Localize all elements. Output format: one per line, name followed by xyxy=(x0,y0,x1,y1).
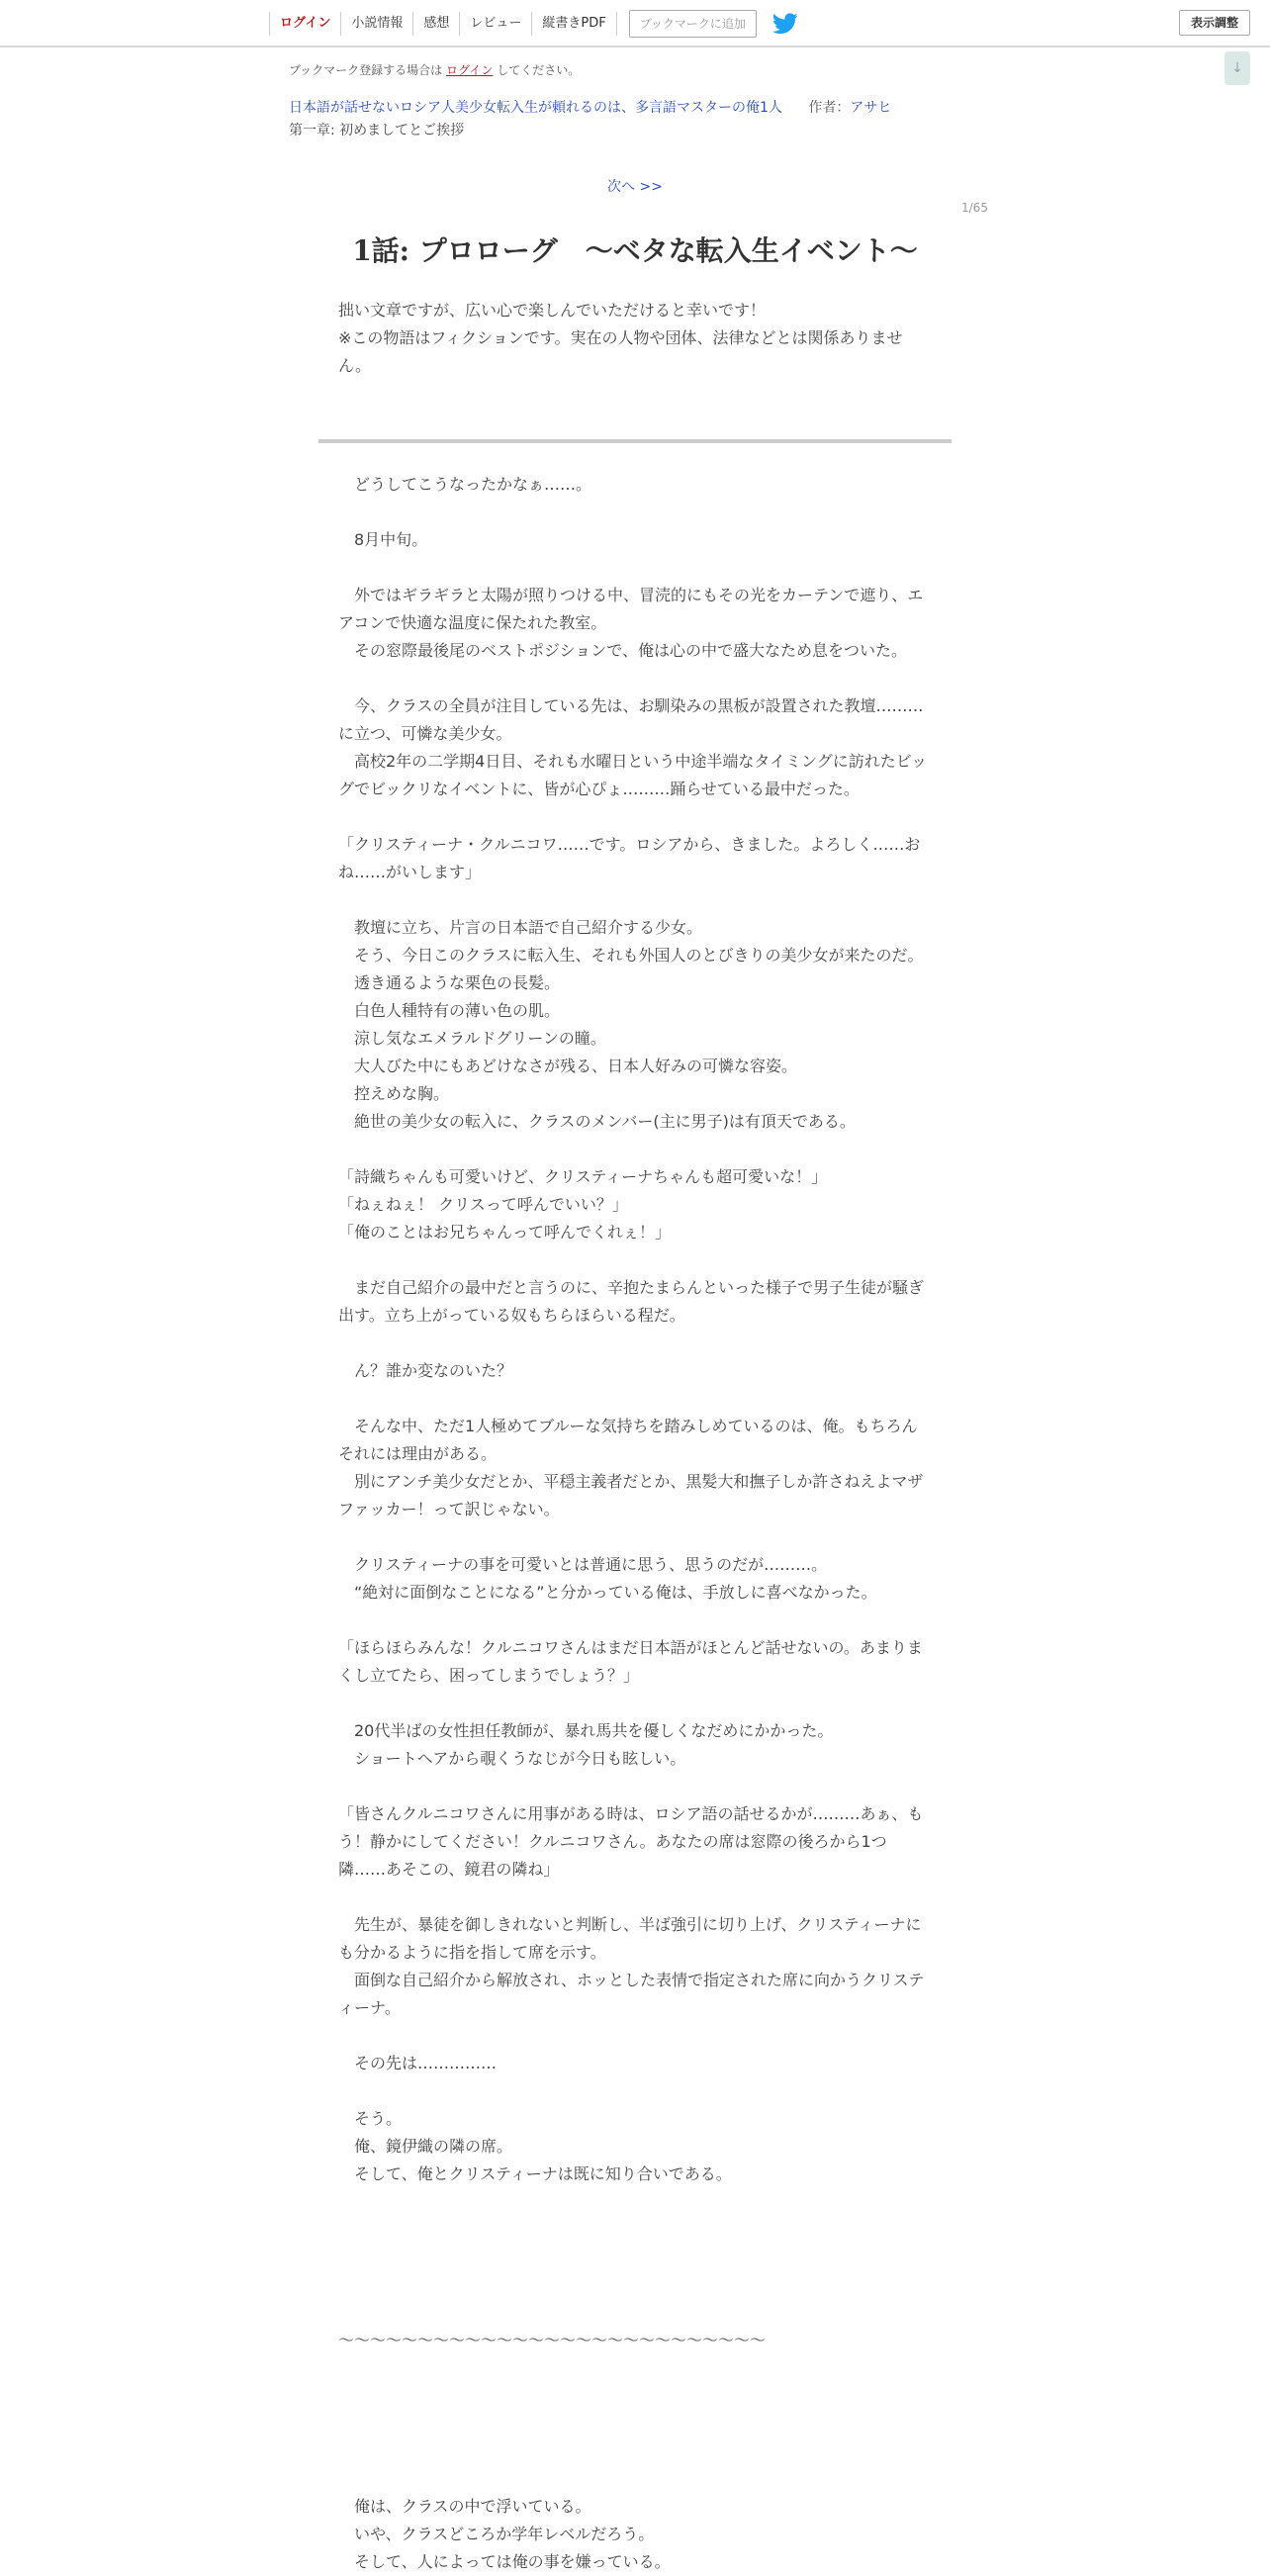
body-paragraph xyxy=(338,2244,932,2271)
body-paragraph xyxy=(338,2022,932,2050)
body-paragraph: 8月中旬。 xyxy=(338,530,428,549)
body-paragraph: 別にアンチ美少女だとか、平穏主義者だとか、黒髪大和撫子しか許さねえよマザファッカー！って訳じゃない。 xyxy=(338,1472,924,1518)
body-paragraph: そして、人によっては俺の事を嫌っている。 xyxy=(338,2552,671,2571)
body-paragraph xyxy=(338,1523,932,1551)
body-paragraph: 先生が、暴徒を御しきれないと判断し、半ば強引に切り上げ、クリスティーナにも分かるように指を指して席を示す。 xyxy=(338,1915,922,1962)
preface-divider xyxy=(318,439,952,443)
body-paragraph: そう、今日このクラスに転入生、それも外国人のとびきりの美少女が来たのだ。 xyxy=(338,946,924,965)
scroll-down-button[interactable]: ↓ xyxy=(1225,51,1250,85)
body-paragraph: ん？誰か変なのいた？ xyxy=(338,1361,513,1380)
next-page-link[interactable]: 次へ >> xyxy=(607,179,663,195)
body-paragraph: 高校2年の二学期4日目、それも水曜日という中途半端なタイミングに訪れたビッグでビックリなイベントに、皆が心ぴょ………踊らせている最中だった。 xyxy=(338,752,928,798)
episode-title: 1話: プロローグ 〜ベタな転入生イベント〜 xyxy=(352,234,918,267)
body-paragraph xyxy=(338,2216,932,2244)
page-number: 1/65 xyxy=(961,201,988,215)
body-paragraph: 透き通るような栗色の長髪。 xyxy=(338,973,561,992)
body-paragraph: 白色人種特有の薄い色の肌。 xyxy=(338,1001,561,1020)
body-paragraph: 今、クラスの全員が注目している先は、お馴染みの黒板が設置された教壇………に立つ、可憐な美少女。 xyxy=(338,696,924,743)
nav-impressions[interactable]: 感想 xyxy=(412,12,459,36)
body-paragraph xyxy=(338,2410,932,2438)
body-paragraph xyxy=(338,2188,932,2216)
body-paragraph: 涼し気なエメラルドグリーンの瞳。 xyxy=(338,1029,606,1048)
nav-vertical-pdf[interactable]: 縦書きPDF xyxy=(531,12,616,36)
body-paragraph: どうしてこうなったかなぁ……。 xyxy=(338,475,592,494)
notice-text-before: ブックマーク登録する場合は xyxy=(289,63,443,77)
body-paragraph: まだ自己紹介の最中だと言うのに、辛抱たまらんといった様子で男子生徒が騒ぎ出す。立ち上がっている奴もちらほらいる程だ。 xyxy=(338,1278,925,1325)
body-paragraph: 大人びた中にもあどけなさが残る、日本人好みの可憐な容姿。 xyxy=(338,1057,798,1075)
body-paragraph xyxy=(338,1884,932,1911)
body-paragraph xyxy=(338,2299,932,2327)
notice-login-link[interactable]: ログイン xyxy=(446,63,494,77)
episode-body xyxy=(338,471,932,2576)
body-paragraph xyxy=(338,2465,932,2493)
main-nav xyxy=(269,8,798,40)
body-paragraph: 「クリスティーナ・クルニコワ……です。ロシアから、きました。よろしく……おね……がいします」 xyxy=(338,835,921,881)
body-paragraph xyxy=(338,2271,932,2299)
body-paragraph: その先は…………… xyxy=(338,2054,498,2072)
top-navigation-bar xyxy=(0,0,1270,47)
body-paragraph: 教壇に立ち、片言の日本語で自己紹介する少女。 xyxy=(338,918,703,937)
body-paragraph xyxy=(338,1690,932,1717)
author-label: 作者： xyxy=(808,100,851,116)
bookmark-login-notice xyxy=(289,61,580,78)
body-paragraph xyxy=(338,886,932,914)
body-paragraph: 俺は、クラスの中で浮いている。 xyxy=(338,2497,591,2516)
nav-novel-info[interactable]: 小説情報 xyxy=(340,12,412,36)
novel-title-link[interactable]: 日本語が話せないロシア人美少女転入生が頼れるのは、多言語マスターの俺1人 xyxy=(289,100,782,116)
preface-paragraph: 拙い文章ですが、広い心で楽しんでいただけると幸いです！ xyxy=(338,301,767,320)
body-paragraph xyxy=(338,1136,932,1163)
novel-header xyxy=(289,97,891,117)
body-paragraph: そう。 xyxy=(338,2109,403,2128)
author-link[interactable]: アサヒ xyxy=(850,100,892,116)
twitter-bird-icon[interactable] xyxy=(772,13,798,35)
body-paragraph: 俺、鏡伊織の隣の席。 xyxy=(338,2137,513,2156)
body-paragraph xyxy=(338,1385,932,1413)
display-settings-button[interactable]: 表示調整 xyxy=(1179,10,1250,36)
body-paragraph: クリスティーナの事を可愛いとは普通に思う、思うのだが………。 xyxy=(338,1555,828,1574)
body-paragraph: 「ほらほらみんな！クルニコワさんはまだ日本語がほとんど話せないの。あまりまくし立てたら、困ってしまうでしょう？」 xyxy=(338,1638,923,1685)
body-paragraph xyxy=(338,1607,932,1634)
preface-paragraph: ※この物語はフィクションです。実在の人物や団体、法律などとは関係ありません。 xyxy=(338,328,903,375)
add-bookmark-button[interactable]: ブックマークに追加 xyxy=(629,10,757,38)
nav-login[interactable]: ログイン xyxy=(269,12,340,36)
body-paragraph: 「俺のことはお兄ちゃんって呼んでくれぇ！」 xyxy=(338,1223,672,1242)
chapter-title: 第一章: 初めましてとご挨拶 xyxy=(289,123,465,138)
body-paragraph xyxy=(338,1773,932,1800)
body-paragraph xyxy=(338,803,932,831)
body-paragraph: 絶世の美少女の転入に、クラスのメンバー(主に男子)は有頂天である。 xyxy=(338,1112,856,1131)
body-paragraph: 控えめな胸。 xyxy=(338,1084,450,1103)
body-paragraph xyxy=(338,2438,932,2465)
body-paragraph: 「皆さんクルニコワさんに用事がある時は、ロシア語の話せるかが………あぁ、もう！静かにしてください！クルニコワさん。あなたの席は窓際の後ろから1つ隣……あそこの、鏡君の隣ね」 xyxy=(338,1804,924,1879)
body-paragraph: そんな中、ただ1人極めてブルーな気持ちを踏みしめているのは、俺。もちろんそれには理由がある。 xyxy=(338,1417,918,1463)
body-paragraph xyxy=(338,2077,932,2105)
body-paragraph: いや、クラスどころか学年レベルだろう。 xyxy=(338,2525,655,2543)
body-paragraph xyxy=(338,665,932,692)
notice-text-after: してください。 xyxy=(497,63,581,77)
body-paragraph: その窓際最後尾のベストポジションで、俺は心の中で盛大なため息をついた。 xyxy=(338,641,907,660)
nav-review[interactable]: レビュー xyxy=(459,12,531,36)
body-paragraph: ～～～～～～～～～～～～～～～～～～～～～～～～～～～ xyxy=(338,2331,767,2349)
body-paragraph: 「ねぇねぇ！ クリスって呼んでいい？」 xyxy=(338,1195,628,1214)
body-paragraph: 外ではギラギラと太陽が照りつける中、冒涜的にもその光をカーテンで遮り、エアコンで快適な温度に保たれた教室。 xyxy=(338,586,924,632)
body-paragraph xyxy=(338,1246,932,1274)
body-paragraph: 面倒な自己紹介から解放され、ホッとした表情で指定された席に向かうクリスティーナ。 xyxy=(338,1971,925,2017)
body-paragraph: そして、俺とクリスティーナは既に知り合いである。 xyxy=(338,2164,732,2183)
body-paragraph xyxy=(338,554,932,582)
body-paragraph: 「詩織ちゃんも可愛いけど、クリスティーナちゃんも超可愛いな！」 xyxy=(338,1167,828,1186)
body-paragraph: “絶対に面倒なことになる”と分かっている俺は、手放しに喜べなかった。 xyxy=(338,1583,877,1602)
episode-preface xyxy=(338,297,932,380)
body-paragraph: ショートヘアから覗くうなじが今日も眩しい。 xyxy=(338,1749,686,1768)
body-paragraph xyxy=(338,2382,932,2410)
body-paragraph: 20代半ばの女性担任教師が、暴れ馬共を優しくなだめにかかった。 xyxy=(338,1721,834,1740)
body-paragraph xyxy=(338,2354,932,2382)
body-paragraph xyxy=(338,499,932,526)
body-paragraph xyxy=(338,1330,932,1357)
